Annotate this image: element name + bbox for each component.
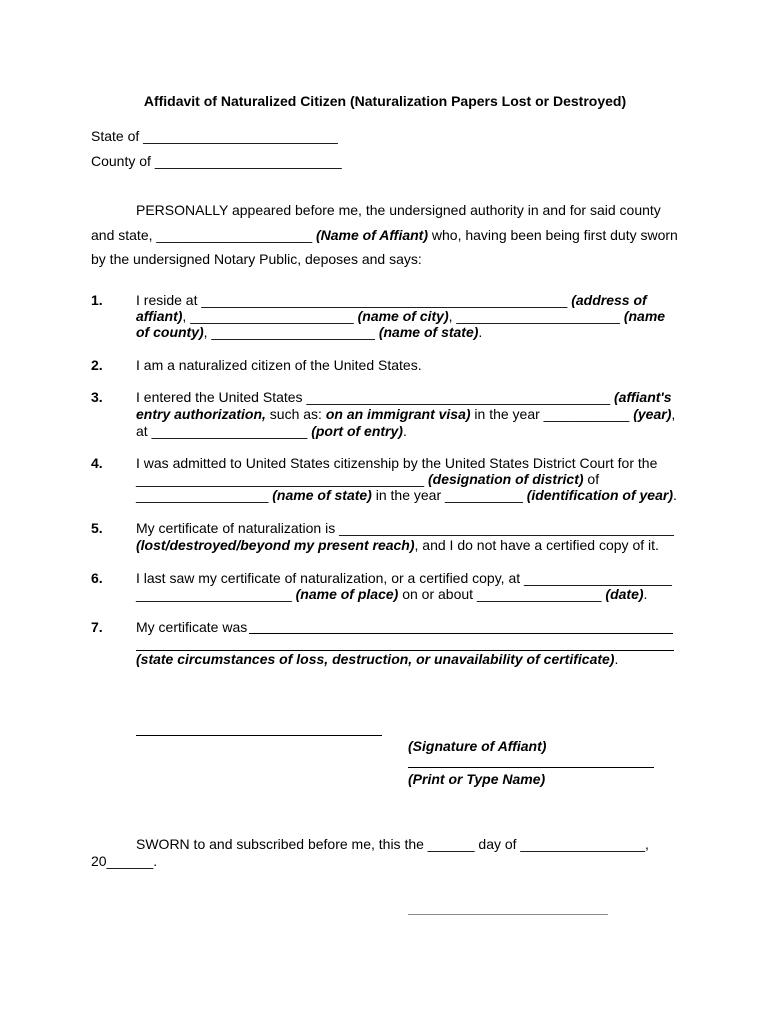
intro-text: who, having been being first duty sworn — [428, 227, 678, 243]
item-text: . — [478, 324, 483, 340]
print-or-type-name-label: (Print or Type Name) — [408, 771, 546, 787]
item-3-line-2 — [136, 406, 675, 423]
item-text: in the year ___________ — [470, 406, 634, 422]
item-text: , _____________________ — [448, 308, 624, 324]
item-7-blank-line-1 — [249, 633, 673, 634]
state-line: State of _________________________ — [91, 128, 338, 144]
item-3-line-3 — [136, 423, 407, 440]
item-number: 5. — [91, 520, 103, 536]
item-label: (name of place) — [295, 586, 399, 602]
item-label: (lost/destroyed/beyond my present reach) — [136, 537, 415, 553]
item-1-line-2 — [136, 308, 665, 325]
item-text: in the year __________ — [371, 487, 527, 503]
item-label: (affiant's — [614, 389, 672, 405]
item-1-line-1 — [136, 292, 647, 309]
print-name-line — [408, 767, 654, 768]
item-number: 3. — [91, 389, 103, 405]
item-number: 4. — [91, 455, 103, 471]
item-1-line-3 — [136, 324, 482, 341]
intro-text: and state, ____________________ — [91, 227, 316, 243]
item-label: (state circumstances of loss, destruction, or unavailability of certificate) — [136, 651, 615, 667]
item-text: I reside at _______________________________________________ — [136, 292, 572, 308]
item-4-line-3 — [136, 487, 677, 504]
item-label: (name of city) — [357, 308, 449, 324]
item-text: . — [402, 423, 407, 439]
item-label: (name — [623, 308, 666, 324]
item-text: of — [583, 471, 600, 487]
item-label: (identification of year) — [526, 487, 673, 503]
item-6-line-1: I last saw my certificate of naturalization, or a certified copy, at ___________________ — [136, 570, 672, 586]
item-text: . — [672, 487, 677, 503]
intro-line-2 — [91, 227, 678, 243]
sworn-line-1: SWORN to and subscribed before me, this the ______ day of ________________, — [136, 836, 649, 852]
intro-line-3: by the undersigned Notary Public, deposes and says: — [91, 251, 422, 267]
item-text: _________________ — [136, 487, 273, 503]
item-number: 2. — [91, 357, 103, 373]
signature-of-affiant-label: (Signature of Affiant) — [408, 738, 547, 754]
sworn-line-2: 20______. — [91, 853, 158, 869]
item-label: (name of state) — [272, 487, 372, 503]
item-label: entry authorization, — [136, 406, 266, 422]
item-5-line-1: My certificate of naturalization is ___________________________________________ — [136, 520, 674, 536]
item-text: , _____________________ — [203, 324, 379, 340]
item-3-line-1 — [136, 389, 672, 406]
item-4-line-1: I was admitted to United States citizenship by the United States District Court for the — [136, 455, 658, 471]
item-text: , and I do not have a certified copy of it. — [414, 537, 659, 553]
item-4-line-2 — [136, 471, 599, 488]
item-text: , _____________________ — [182, 308, 358, 324]
item-7-line-3 — [136, 651, 618, 668]
intro-line-1: PERSONALLY appeared before me, the undersigned authority in and for said county — [136, 202, 661, 218]
item-2-text: I am a naturalized citizen of the United States. — [136, 357, 422, 373]
item-text: . — [643, 586, 648, 602]
item-text: ____________________ — [136, 586, 296, 602]
item-text: _____________________________________ — [136, 471, 428, 487]
item-6-line-2 — [136, 586, 647, 603]
notary-signature-line — [408, 914, 608, 915]
item-5-line-2 — [136, 537, 659, 554]
item-text: , — [671, 406, 676, 422]
item-label: on an immigrant visa) — [325, 406, 471, 422]
item-text: such as: — [265, 406, 326, 422]
item-label: (designation of district) — [427, 471, 584, 487]
item-number: 1. — [91, 292, 103, 308]
document-title: Affidavit of Naturalized Citizen (Naturalization Papers Lost or Destroyed) — [143, 93, 627, 109]
item-text: on or about ________________ — [398, 586, 606, 602]
item-text: . — [614, 651, 619, 667]
item-text: at ____________________ — [136, 423, 312, 439]
item-label: of county) — [136, 324, 204, 340]
item-number: 7. — [91, 619, 103, 635]
item-text: I entered the United States _______________________________________ — [136, 389, 614, 405]
name-of-affiant-label: (Name of Affiant) — [316, 227, 428, 243]
item-7-line-1: My certificate was — [136, 619, 248, 635]
item-number: 6. — [91, 570, 103, 586]
item-label: (port of entry) — [311, 423, 403, 439]
item-label: (name of state) — [378, 324, 479, 340]
item-label: (year) — [633, 406, 672, 422]
item-label: (date) — [605, 586, 644, 602]
item-label: (address of — [571, 292, 647, 308]
item-label: affiant) — [136, 308, 183, 324]
county-line: County of ________________________ — [91, 153, 342, 169]
signature-line — [136, 735, 382, 736]
